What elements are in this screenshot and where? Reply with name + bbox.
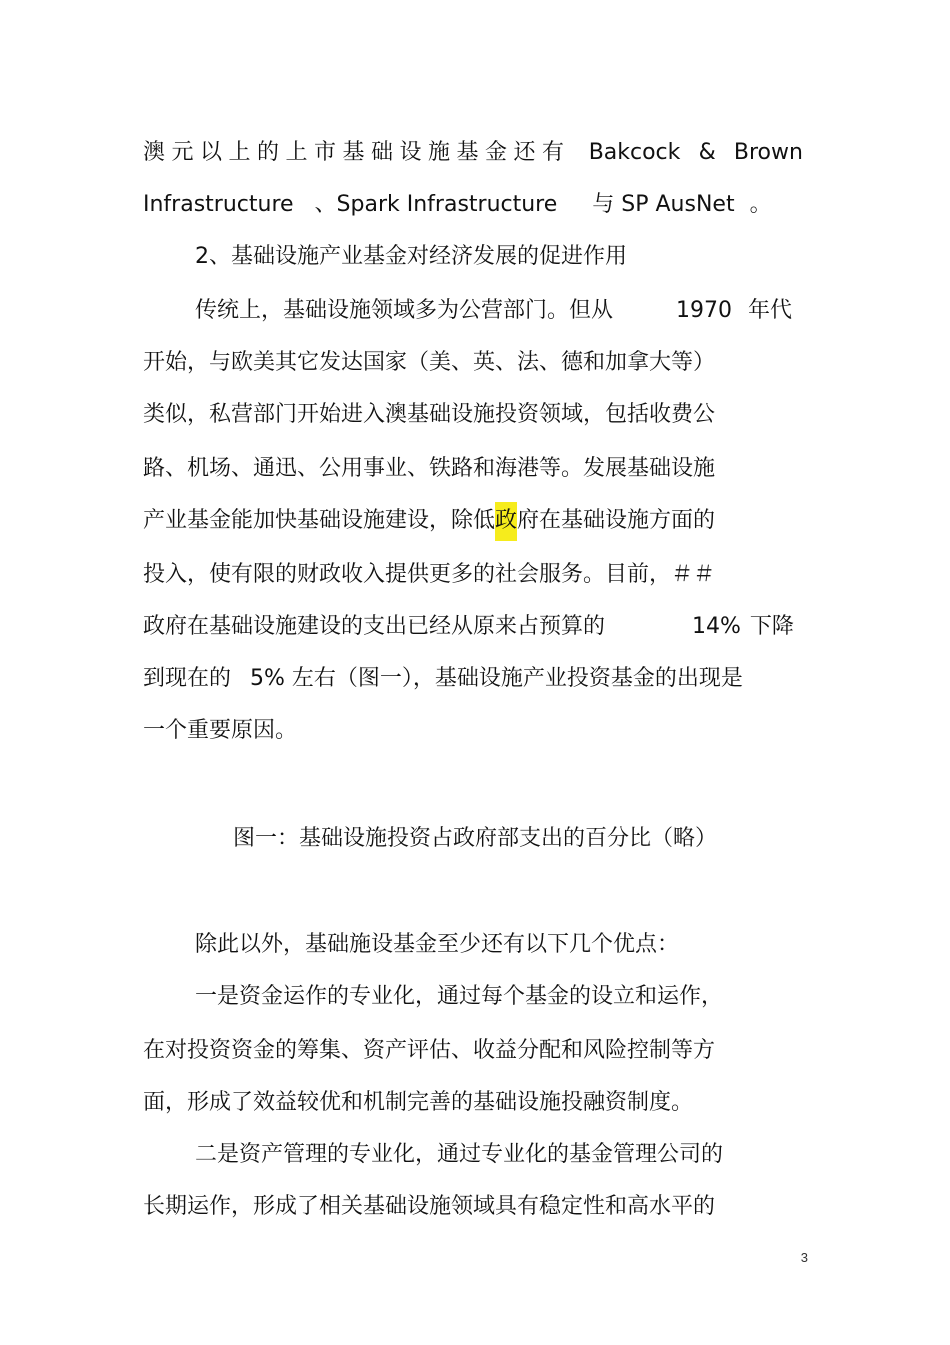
paragraph-line: 二是资产管理的专业化，通过专业化的基金管理公司的: [195, 1142, 724, 1167]
text-span: 5%: [250, 666, 285, 691]
text-span: Bakcock: [588, 140, 681, 165]
page-number: 3: [800, 1250, 808, 1265]
text-span: 政府在基础设施建设的支出已经从原来占预算的: [143, 614, 606, 639]
paragraph-line: [143, 138, 803, 168]
text-span: 与 SP AusNet: [592, 192, 735, 217]
paragraph-line: [143, 664, 803, 694]
text-span: 下降: [749, 614, 794, 639]
paragraph-line: [143, 190, 803, 220]
paragraph-line: 开始，与欧美其它发达国家（美、英、法、德和加拿大等）: [143, 350, 716, 375]
paragraph-line: 面，形成了效益较优和机制完善的基础设施投融资制度。: [143, 1090, 694, 1115]
text-span: 左右（图一），基础设施产业投资基金的出现是: [291, 666, 743, 691]
figure-caption: 图一：基础设施投资占政府部支出的百分比（略）: [232, 826, 717, 851]
text-span: Brown: [733, 140, 803, 165]
paragraph-line: [195, 296, 802, 326]
text-span: 产业基金能加快基础设施建设，除低: [143, 508, 496, 533]
text-span: 年代: [748, 298, 793, 323]
paragraph-line: 除此以外，基础施设基金至少还有以下几个优点：: [195, 932, 680, 957]
text-span: 14%: [692, 614, 741, 639]
text-span: 传统上，基础设施领域多为公营部门。但从: [195, 298, 614, 323]
paragraph-line: 投入，使有限的财政收入提供更多的社会服务。目前，＃＃: [143, 562, 716, 587]
text-span: 澳元以上的上市基础设施基金还有: [143, 140, 571, 165]
paragraph-line: [143, 612, 803, 642]
highlighted-text: 政: [495, 502, 517, 541]
text-span: 、Spark Infrastructure: [314, 192, 558, 217]
paragraph-line: 一是资金运作的专业化，通过每个基金的设立和运作，: [195, 984, 724, 1009]
paragraph-line: 长期运作，形成了相关基础设施领域具有稳定性和高水平的: [143, 1194, 716, 1219]
paragraph-line: [143, 506, 803, 536]
paragraph-line: 类似，私营部门开始进入澳基础设施投资领域，包括收费公: [143, 402, 716, 427]
text-span: 。: [749, 192, 772, 217]
text-span: 府在基础设施方面的: [517, 508, 716, 533]
text-span: 1970: [676, 298, 733, 323]
text-span: Infrastructure: [143, 192, 294, 217]
paragraph-line: 一个重要原因。: [143, 718, 298, 743]
section-heading: 2、基础设施产业基金对经济发展的促进作用: [195, 244, 627, 269]
text-span: 到现在的: [143, 666, 232, 691]
paragraph-line: 路、机场、通迅、公用事业、铁路和海港等。发展基础设施: [143, 456, 716, 481]
paragraph-line: 在对投资资金的筹集、资产评估、收益分配和风险控制等方: [143, 1038, 716, 1063]
text-span: &: [698, 140, 716, 165]
